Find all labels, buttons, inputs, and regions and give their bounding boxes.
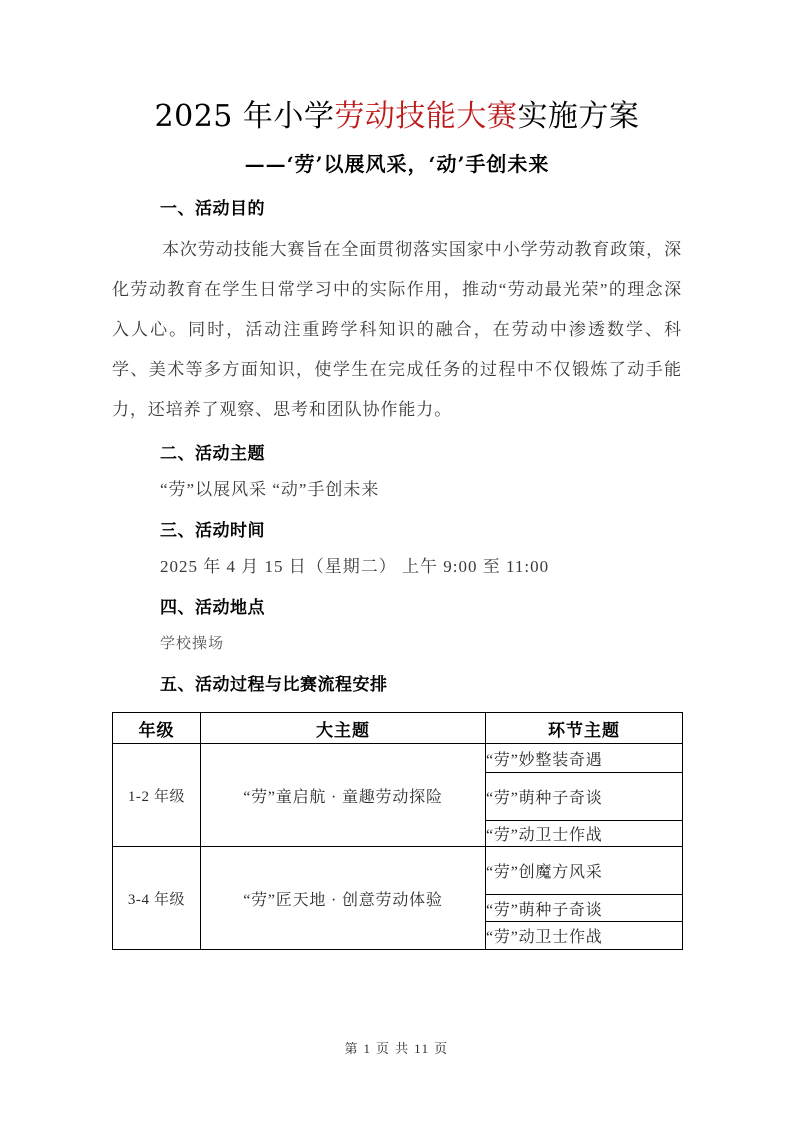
cell-main-theme: “劳”匠天地 · 创意劳动体验 [201,847,486,950]
page-footer: 第 1 页 共 11 页 [344,1041,449,1056]
section-heading-1: 一、活动目的 [160,199,265,219]
section-heading-4: 四、活动地点 [160,598,265,618]
title-suffix: 实施方案 [517,99,640,134]
cell-segment-theme: “劳”创魔方风采 [486,847,683,895]
cell-segment-theme: “劳”妙整装奇遇 [486,744,683,773]
section-2-text: “劳”以展风采 “动”手创未来 [160,480,380,499]
section-4-text: 学校操场 [160,636,225,652]
page-title [112,0,682,139]
cell-segment-theme: “劳”萌种子奇谈 [486,895,683,922]
section-heading-3: 三、活动时间 [160,521,265,541]
section-heading-2: 二、活动主题 [160,444,265,464]
section-heading-5: 五、活动过程与比赛流程安排 [160,675,388,695]
cell-grade: 1-2 年级 [113,744,201,847]
page-content [112,0,682,950]
cell-segment-theme: “劳”萌种子奇谈 [486,773,683,821]
table-header-row [113,713,683,744]
title-highlight: 劳动技能大赛 [334,99,518,134]
table-row [113,847,683,895]
section-1-paragraph: 本次劳动技能大赛旨在全面贯彻落实国家中小学劳动教育政策，深化劳动教育在学生日常学习中的实际作用，推动“劳动最光荣”的理念深入人心。同时，活动注重跨学科知识的融合，在劳动中渗透数学、科学、美术等多方面知识，使学生在完成任务的过程中不仅锻炼了动手能力，还培养了观察、思考和团队协作能力。 [112,240,682,419]
cell-segment-theme: “劳”动卫士作战 [486,922,683,950]
cell-segment-theme: “劳”动卫士作战 [486,821,683,847]
table-header-main-theme: 大主题 [201,713,486,744]
page-subtitle: ——‘劳’以展风采，‘动’手创未来 [244,152,550,176]
activity-flow-table [112,712,683,950]
section-3-text: 2025 年 4 月 15 日（星期二） 上午 9:00 至 11:00 [160,557,550,576]
cell-main-theme: “劳”童启航 · 童趣劳动探险 [201,744,486,847]
table-header-grade: 年级 [113,713,201,744]
table-header-segment-theme: 环节主题 [486,713,683,744]
title-prefix: 2025 年小学 [154,99,335,134]
table-row [113,744,683,773]
cell-grade: 3-4 年级 [113,847,201,950]
